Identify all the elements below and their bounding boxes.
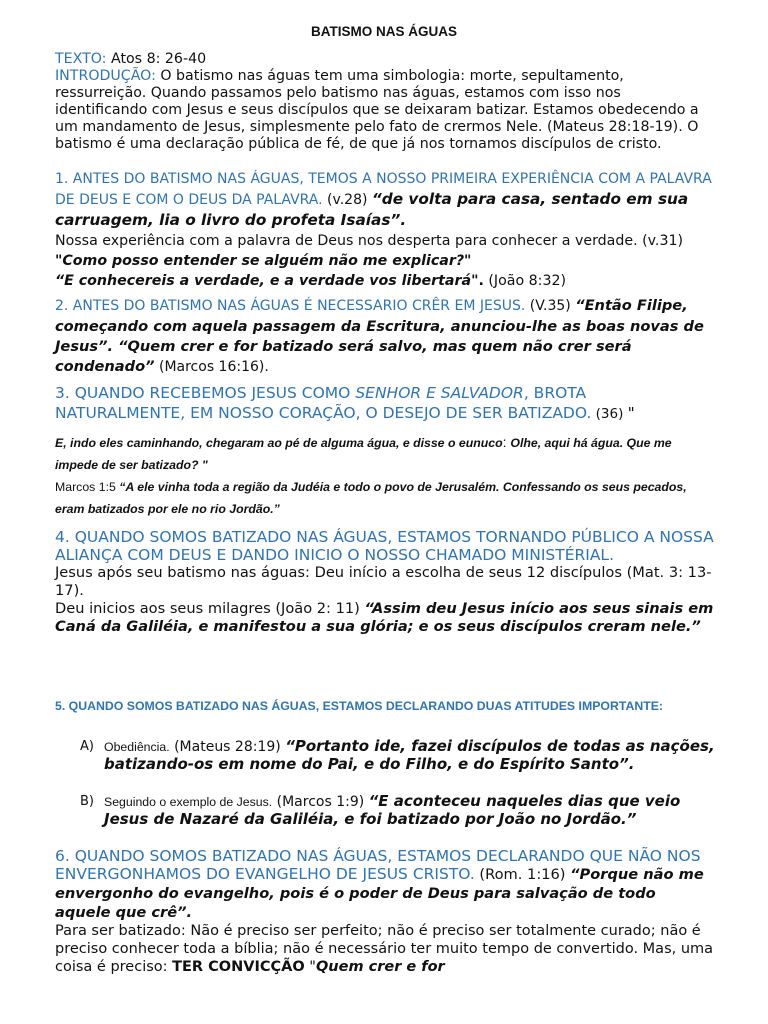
section-3-open-quote: " — [627, 404, 635, 422]
section-5-heading: 5. QUANDO SOMOS BATIZADO NAS ÁGUAS, ESTAMOS DECLARANDO DUAS ATITUDES IMPORTANTE: — [55, 699, 664, 713]
section-3 — [55, 383, 715, 520]
section-3-quote2: “A ele vinha toda a região da Judéia e todo o povo de Jerusalém. Confessando os seus pecados, eram batizados por ele no rio Jordão.” — [55, 480, 687, 516]
section-1-quote2: "Como posso entender se alguém não me explicar?" — [55, 253, 472, 269]
list-item-b — [80, 792, 724, 828]
section-3-ref: (36) — [591, 406, 628, 422]
intro-label: INTRODUÇÃO: — [55, 68, 156, 84]
list-item-a — [80, 737, 724, 773]
section-3-heading-italic: SENHOR E SALVADOR — [355, 384, 524, 402]
section-2-quote: “Então Filipe, começando com aquela passagem da Escritura, anunciou-lhe as boas novas de Jesus”. “Quem crer e for batizado será salvo, mas quem não crer será condenado” — [55, 297, 704, 375]
section-1-quote3: “E conhecereis a verdade, e a verdade vos libertará — [55, 273, 472, 289]
section-1-heading: 1. ANTES DO BATISMO NAS ÁGUAS, TEMOS A NOSSO PRIMEIRA EXPERIÊNCIA COM A PALAVRA DE DEUS E COM O DEUS DA PALAVRA — [55, 171, 712, 208]
section-1-heading-end: . — [318, 192, 323, 208]
texto-label: TEXTO: — [55, 51, 107, 67]
section-3-quote-a: E, indo eles caminhando, chegaram ao pé de alguma água, e disse o eunuco — [55, 436, 503, 450]
page-title: BATISMO NAS ÁGUAS — [310, 24, 457, 39]
section-1-quote: “de volta para casa, sentado em sua carruagem, lia o livro do profeta Isaías”. — [55, 190, 689, 229]
section-1-quote3-end: ". — [471, 273, 484, 289]
section-4-quote: “Assim deu Jesus início aos seus sinais em Caná da Galiléia, e manifestou a sua glória; e os seus discípulos creram nele.” — [55, 600, 714, 635]
section-6-quote: “Porque não me envergonho do evangelho, pois é o poder de Deus para salvação de todo aquele que crê”. — [55, 866, 704, 921]
section-3-heading-end: . — [586, 404, 592, 422]
list-item-b-ref: (Marcos 1:9) — [272, 794, 369, 810]
section-3-ref2: Marcos 1:5 — [55, 480, 120, 494]
section-2-ref2: (Marcos 16:16). — [154, 359, 269, 375]
section-2-heading-end: . — [520, 298, 526, 314]
section-3-colon: : — [502, 434, 511, 450]
list-item-b-label: Seguindo o exemplo de Jesus. — [104, 795, 273, 809]
intro-text: O batismo nas águas tem uma simbologia: morte, sepultamento, ressurreição. Quando passamos pelo batismo nas águas, estamos com isso nos identificando com Jesus e seus discípulos que se deixaram batizar. Estamos obedecendo a um mandamento de Jesus, simplesmente pelo fato de crermos Nele. (Mateus 28:18-19). O batismo é uma declaração pública de fé, de que já nos tornamos discípulos de cristo. — [55, 68, 699, 152]
list-item-a-ref: (Mateus 28:19) — [169, 739, 286, 755]
section-2 — [55, 295, 715, 377]
section-1-ref: (v.28) — [322, 192, 372, 208]
section-1 — [55, 168, 715, 290]
section-4-body2: Deu inicios aos seus milagres (João 2: 11) — [55, 600, 365, 617]
list-marker-b: B) — [80, 794, 94, 809]
section-1-body: Nossa experiência com a palavra de Deus nos desperta para conhecer a verdade. (v.31) — [55, 233, 684, 249]
list-item-a-label: Obediência. — [104, 740, 170, 754]
section-2-heading: 2. ANTES DO BATISMO NAS ÁGUAS É NECESSARIO CRÊR EM JESUS — [55, 298, 521, 314]
section-1-ref3: (João 8:32) — [483, 273, 567, 289]
intro-block — [55, 51, 715, 153]
list-item-b-quote: “E aconteceu naqueles dias que veio Jesus de Nazaré da Galiléia, e foi batizado por João no Jordão.” — [104, 792, 681, 828]
section-6-heading: 6. QUANDO SOMOS BATIZADO NAS ÁGUAS, ESTAMOS DECLARANDO QUE NÃO NOS ENVERGONHAMOS DO EVANGELHO DE JESUS CRISTO. — [55, 847, 701, 883]
section-6 — [55, 847, 715, 976]
section-3-quote-b: Olhe, aqui há água. Que me impede de ser batizado? " — [55, 436, 672, 472]
section-4-heading: 4. QUANDO SOMOS BATIZADO NAS ÁGUAS, ESTAMOS TORNANDO PÚBLICO A NOSSA ALIANÇA COM DEUS E DANDO INICIO O NOSSO CHAMADO MINISTÉRIAL. — [55, 528, 714, 564]
list-item-a-quote: “Portanto ide, fazei discípulos de todas as nações, batizando-os em nome do Pai, e do Filho, e do Espírito Santo”. — [104, 737, 715, 773]
section-4 — [55, 528, 715, 636]
section-6-ref: (Rom. 1:16) — [474, 866, 571, 883]
section-6-strong: TER CONVICÇÃO — [172, 959, 305, 975]
section-6-body: Para ser batizado: Não é preciso ser perfeito; não é preciso ser totalmente curado; não é preciso conhecer toda a bíblia; não é necessário ter muito tempo de convertido. Mas, uma coisa é preciso: — [55, 923, 714, 975]
list-marker-a: A) — [80, 739, 94, 754]
section-6-open-quote: " — [304, 959, 316, 975]
section-3-heading-b: , BROTA NATURALMENTE, EM NOSSO CORAÇÃO, O DESEJO DE SER BATIZADO — [55, 384, 587, 422]
section-4-body1: Jesus após seu batismo nas águas: Deu início a escolha de seus 12 discípulos (Mat. 3: 13-17). — [55, 564, 712, 599]
section-2-ref: (V.35) — [525, 298, 576, 314]
section-3-heading-a: 3. QUANDO RECEBEMOS JESUS COMO — [55, 384, 356, 402]
texto-value: Atos 8: 26-40 — [110, 51, 207, 67]
section-6-quote2: Quem crer e for — [315, 959, 445, 975]
section-5 — [55, 696, 715, 716]
